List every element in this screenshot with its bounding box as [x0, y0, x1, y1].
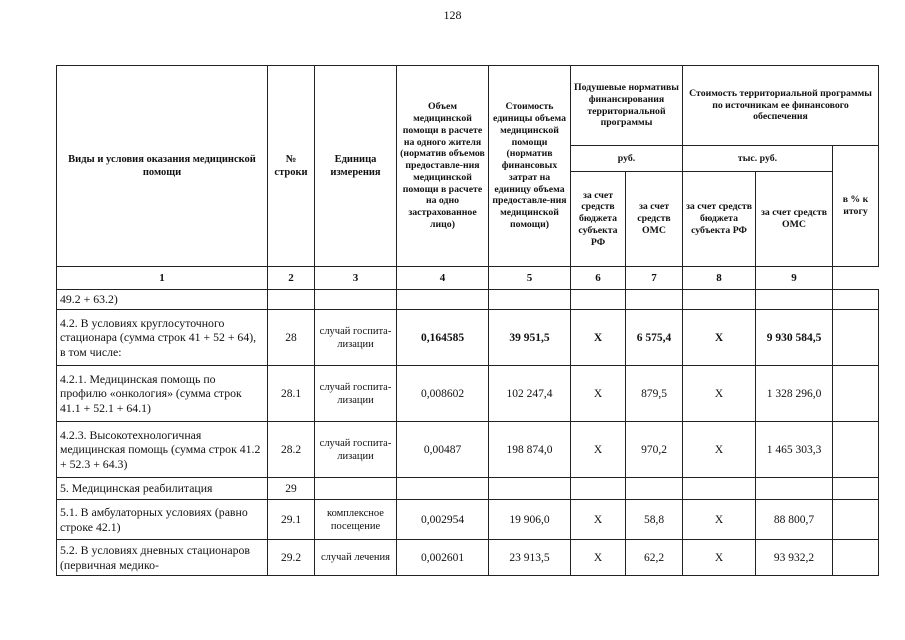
- empty-cell: [833, 267, 879, 290]
- row-label: 5.2. В условиях дневных стационаров (первичная медико-: [57, 540, 268, 576]
- row-budget-2: [683, 478, 756, 500]
- row-volume: 0,008602: [397, 366, 489, 422]
- row-oms-2: 93 932,2: [756, 540, 833, 576]
- table-row: [57, 422, 879, 478]
- col-number: 9: [756, 267, 833, 290]
- table-row: [57, 500, 879, 540]
- row-budget: Х: [571, 422, 626, 478]
- row-budget: Х: [571, 540, 626, 576]
- row-number: 29: [268, 478, 315, 500]
- row-budget: Х: [571, 366, 626, 422]
- table-row: [57, 290, 879, 310]
- col-number: 1: [57, 267, 268, 290]
- header-rub: руб.: [571, 146, 683, 172]
- row-budget: [571, 478, 626, 500]
- header-thous-rub: тыс. руб.: [683, 146, 833, 172]
- row-oms-2: 88 800,7: [756, 500, 833, 540]
- column-numbers-row: [57, 267, 879, 290]
- row-oms: 58,8: [626, 500, 683, 540]
- row-oms: 6 575,4: [626, 310, 683, 366]
- row-budget: [571, 290, 626, 310]
- row-label: 4.2.1. Медицинская помощь по профилю «онкология» (сумма строк 41.1 + 52.1 + 64.1): [57, 366, 268, 422]
- row-percent: [833, 310, 879, 366]
- row-percent: [833, 478, 879, 500]
- row-oms: 970,2: [626, 422, 683, 478]
- row-budget-2: [683, 290, 756, 310]
- row-label: 4.2.3. Высокотехнологичная медицинская помощь (сумма строк 41.2 + 52.3 + 64.3): [57, 422, 268, 478]
- header-percent-total: в % к итогу: [833, 146, 879, 267]
- row-oms: [626, 290, 683, 310]
- row-cost: [489, 290, 571, 310]
- row-oms-2: [756, 478, 833, 500]
- col-number: 7: [626, 267, 683, 290]
- row-unit: случай госпита-лизации: [315, 366, 397, 422]
- col-number: 6: [571, 267, 626, 290]
- row-percent: [833, 422, 879, 478]
- page-number: 128: [443, 8, 462, 22]
- row-volume: [397, 478, 489, 500]
- row-oms-2: [756, 290, 833, 310]
- header-budget-subject-2: за счет средств бюджета субъекта РФ: [683, 172, 756, 267]
- row-budget-2: Х: [683, 500, 756, 540]
- col-number: 3: [315, 267, 397, 290]
- header-oms: за счет средств ОМС: [626, 172, 683, 267]
- row-unit: [315, 290, 397, 310]
- row-oms: 879,5: [626, 366, 683, 422]
- row-number: 28.2: [268, 422, 315, 478]
- row-percent: [833, 500, 879, 540]
- row-label: 5.1. В амбулаторных условиях (равно строке 42.1): [57, 500, 268, 540]
- row-budget-2: Х: [683, 540, 756, 576]
- col-number: 8: [683, 267, 756, 290]
- row-unit: случай лечения: [315, 540, 397, 576]
- row-label: 49.2 + 63.2): [57, 290, 268, 310]
- row-cost: [489, 478, 571, 500]
- row-budget: Х: [571, 310, 626, 366]
- row-volume: 0,00487: [397, 422, 489, 478]
- row-unit: случай госпита-лизации: [315, 310, 397, 366]
- header-kind: Виды и условия оказания медицинской помощи: [57, 66, 268, 267]
- funding-table: [56, 65, 879, 576]
- table-row: [57, 540, 879, 576]
- col-number: 2: [268, 267, 315, 290]
- row-unit: случай госпита-лизации: [315, 422, 397, 478]
- row-oms-2: 1 328 296,0: [756, 366, 833, 422]
- col-number: 4: [397, 267, 489, 290]
- table-row: [57, 366, 879, 422]
- row-number: 29.1: [268, 500, 315, 540]
- row-number: 28.1: [268, 366, 315, 422]
- row-unit: [315, 478, 397, 500]
- row-unit: комплексное посещение: [315, 500, 397, 540]
- row-volume: [397, 290, 489, 310]
- header-oms-2: за счет средств ОМС: [756, 172, 833, 267]
- row-label: 4.2. В условиях круглосуточного стационара (сумма строк 41 + 52 + 64), в том числе:: [57, 310, 268, 366]
- row-number: 28: [268, 310, 315, 366]
- row-oms: 62,2: [626, 540, 683, 576]
- row-cost: 39 951,5: [489, 310, 571, 366]
- row-volume: 0,002954: [397, 500, 489, 540]
- row-oms-2: 1 465 303,3: [756, 422, 833, 478]
- row-volume: 0,002601: [397, 540, 489, 576]
- col-number: 5: [489, 267, 571, 290]
- row-cost: 19 906,0: [489, 500, 571, 540]
- row-percent: [833, 540, 879, 576]
- row-oms-2: 9 930 584,5: [756, 310, 833, 366]
- header-budget-subject: за счет средств бюджета субъекта РФ: [571, 172, 626, 267]
- row-budget-2: Х: [683, 422, 756, 478]
- row-percent: [833, 290, 879, 310]
- row-volume: 0,164585: [397, 310, 489, 366]
- header-program-cost: Стоимость территориальной программы по источникам ее финансового обеспечения: [683, 66, 879, 146]
- row-label: 5. Медицинская реабилитация: [57, 478, 268, 500]
- row-cost: 102 247,4: [489, 366, 571, 422]
- row-budget-2: Х: [683, 310, 756, 366]
- row-cost: 198 874,0: [489, 422, 571, 478]
- header-unit: Единица измерения: [315, 66, 397, 267]
- header-volume: Объем медицинской помощи в расчете на одного жителя (норматив объемов предоставле-ния медицинской помощи в расчете на одно застрахованное лицо): [397, 66, 489, 267]
- header-per-capita: Подушевые нормативы финансирования территориальной программы: [571, 66, 683, 146]
- header-row-no: № строки: [268, 66, 315, 267]
- row-budget-2: Х: [683, 366, 756, 422]
- table-row: [57, 478, 879, 500]
- row-cost: 23 913,5: [489, 540, 571, 576]
- row-percent: [833, 366, 879, 422]
- row-number: 29.2: [268, 540, 315, 576]
- row-budget: Х: [571, 500, 626, 540]
- row-number: [268, 290, 315, 310]
- header-cost: Стоимость единицы объема медицинской помощи (норматив финансовых затрат на единицу объема предоставле-ния медицинской помощи): [489, 66, 571, 267]
- table-row: [57, 310, 879, 366]
- row-oms: [626, 478, 683, 500]
